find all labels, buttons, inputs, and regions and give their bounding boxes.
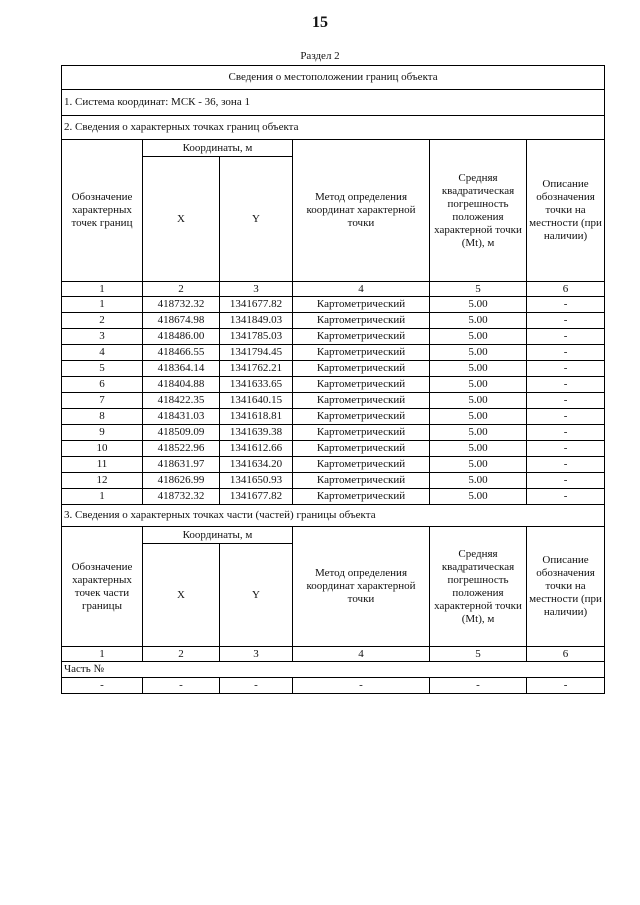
table-cell: 12 (62, 473, 143, 489)
table-cell: Картометрический (293, 409, 430, 425)
table-cell: - (527, 377, 605, 393)
table-cell: 11 (62, 457, 143, 473)
table-row (62, 297, 605, 313)
table-cell: 418674.98 (143, 313, 220, 329)
table-cell: 1341618.81 (220, 409, 293, 425)
column-number: 3 (220, 282, 293, 297)
table-cell: 5.00 (430, 489, 527, 505)
table-cell: 6 (62, 377, 143, 393)
table-cell: 1341650.93 (220, 473, 293, 489)
table-cell: 5.00 (430, 329, 527, 345)
column-number: 4 (293, 282, 430, 297)
table-title: Сведения о местоположении границ объекта (62, 66, 605, 90)
table-cell: Картометрический (293, 489, 430, 505)
column-number: 5 (430, 282, 527, 297)
table-cell: 1341634.20 (220, 457, 293, 473)
table-cell: Картометрический (293, 345, 430, 361)
header-error-part: Средняя квадратическая погрешность положения характерной точки (Mt), м (430, 527, 527, 647)
column-number: 6 (527, 282, 605, 297)
table-cell: 3 (62, 329, 143, 345)
table-cell: 418404.88 (143, 377, 220, 393)
column-number: 2 (143, 282, 220, 297)
table-cell: 418522.96 (143, 441, 220, 457)
table-cell: 418631.97 (143, 457, 220, 473)
header-x-part: X (143, 544, 220, 647)
column-number: 3 (220, 647, 293, 662)
table-cell: Картометрический (293, 473, 430, 489)
table-cell: 5.00 (430, 409, 527, 425)
table-cell: 5.00 (430, 361, 527, 377)
table-cell: 418509.09 (143, 425, 220, 441)
table-cell: 418364.14 (143, 361, 220, 377)
table-cell: - (527, 489, 605, 505)
table-cell: 5 (62, 361, 143, 377)
table-cell: - (527, 313, 605, 329)
table-row (62, 329, 605, 345)
table-cell: - (527, 297, 605, 313)
header-y-part: Y (220, 544, 293, 647)
table-cell: 1 (62, 489, 143, 505)
table-cell: - (527, 393, 605, 409)
table-cell: - (143, 678, 220, 694)
table-cell: 2 (62, 313, 143, 329)
boundary-points-table (61, 65, 605, 694)
table-cell: 1341762.21 (220, 361, 293, 377)
table-cell: Картометрический (293, 441, 430, 457)
table-row (62, 409, 605, 425)
column-number: 4 (293, 647, 430, 662)
table-row (62, 457, 605, 473)
table-row (62, 345, 605, 361)
table-cell: 5.00 (430, 425, 527, 441)
table-cell: 5.00 (430, 297, 527, 313)
part-row (62, 678, 605, 694)
header-y: Y (220, 157, 293, 282)
part2-title: 2. Сведения о характерных точках границ объекта (62, 116, 605, 140)
table-row (62, 441, 605, 457)
header-designation-part: Обозначение характерных точек части границы (62, 527, 143, 647)
table-cell: 1341677.82 (220, 297, 293, 313)
column-numbers-row-part (62, 647, 605, 662)
table-row (62, 393, 605, 409)
table-cell: - (527, 361, 605, 377)
table-cell: Картометрический (293, 313, 430, 329)
column-number: 5 (430, 647, 527, 662)
table-cell: Картометрический (293, 377, 430, 393)
table-cell: - (62, 678, 143, 694)
table-cell: 1 (62, 297, 143, 313)
column-number: 2 (143, 647, 220, 662)
table-cell: - (527, 441, 605, 457)
table-cell: - (527, 425, 605, 441)
table-cell: Картометрический (293, 297, 430, 313)
table-cell: 418422.35 (143, 393, 220, 409)
table-cell: 4 (62, 345, 143, 361)
table-cell: Картометрический (293, 393, 430, 409)
table-cell: 1341639.38 (220, 425, 293, 441)
table-cell: 418732.32 (143, 297, 220, 313)
table-cell: 5.00 (430, 457, 527, 473)
table-cell: - (293, 678, 430, 694)
table-row (62, 473, 605, 489)
header-error: Средняя квадратическая погрешность положения характерной точки (Mt), м (430, 140, 527, 282)
table-cell: Картометрический (293, 425, 430, 441)
table-cell: 5.00 (430, 345, 527, 361)
table-cell: 1341640.15 (220, 393, 293, 409)
table-cell: 1341849.03 (220, 313, 293, 329)
header-method-part: Метод определения координат характерной точки (293, 527, 430, 647)
column-numbers-row (62, 282, 605, 297)
table-cell: - (527, 473, 605, 489)
header-description: Описание обозначения точки на местности (при наличии) (527, 140, 605, 282)
part3-title: 3. Сведения о характерных точках части (частей) границы объекта (62, 505, 605, 527)
table-cell: - (220, 678, 293, 694)
header-designation: Обозначение характерных точек границ (62, 140, 143, 282)
column-number: 1 (62, 647, 143, 662)
header-coordinates: Координаты, м (143, 140, 293, 157)
table-cell: - (527, 457, 605, 473)
table-cell: 9 (62, 425, 143, 441)
coordinate-system: 1. Система координат: МСК - 36, зона 1 (62, 90, 605, 116)
table-row (62, 489, 605, 505)
table-cell: 1341633.65 (220, 377, 293, 393)
table-cell: 5.00 (430, 377, 527, 393)
table-cell: 418431.03 (143, 409, 220, 425)
table-cell: 10 (62, 441, 143, 457)
column-number: 6 (527, 647, 605, 662)
table-row (62, 377, 605, 393)
table-cell: 8 (62, 409, 143, 425)
table-cell: 418732.32 (143, 489, 220, 505)
table-cell: - (527, 409, 605, 425)
column-number: 1 (62, 282, 143, 297)
table-cell: 1341677.82 (220, 489, 293, 505)
table-row (62, 313, 605, 329)
page-number: 15 (312, 14, 328, 31)
header-x: X (143, 157, 220, 282)
header-description-part: Описание обозначения точки на местности (при наличии) (527, 527, 605, 647)
table-cell: 418466.55 (143, 345, 220, 361)
table-cell: Картометрический (293, 457, 430, 473)
table-cell: 5.00 (430, 313, 527, 329)
table-cell: 7 (62, 393, 143, 409)
table-cell: - (527, 329, 605, 345)
table-cell: 1341794.45 (220, 345, 293, 361)
part-label: Часть № (62, 662, 605, 678)
table-cell: 418626.99 (143, 473, 220, 489)
table-cell: 418486.00 (143, 329, 220, 345)
table-cell: 5.00 (430, 393, 527, 409)
table-cell: - (430, 678, 527, 694)
table-cell: 5.00 (430, 473, 527, 489)
header-coordinates-part: Координаты, м (143, 527, 293, 544)
table-cell: 1341612.66 (220, 441, 293, 457)
table-cell: Картометрический (293, 361, 430, 377)
table-row (62, 361, 605, 377)
section-label: Раздел 2 (300, 50, 340, 62)
table-row (62, 425, 605, 441)
table-cell: 5.00 (430, 441, 527, 457)
table-cell: 1341785.03 (220, 329, 293, 345)
table-cell: - (527, 678, 605, 694)
table-cell: - (527, 345, 605, 361)
header-method: Метод определения координат характерной точки (293, 140, 430, 282)
table-cell: Картометрический (293, 329, 430, 345)
